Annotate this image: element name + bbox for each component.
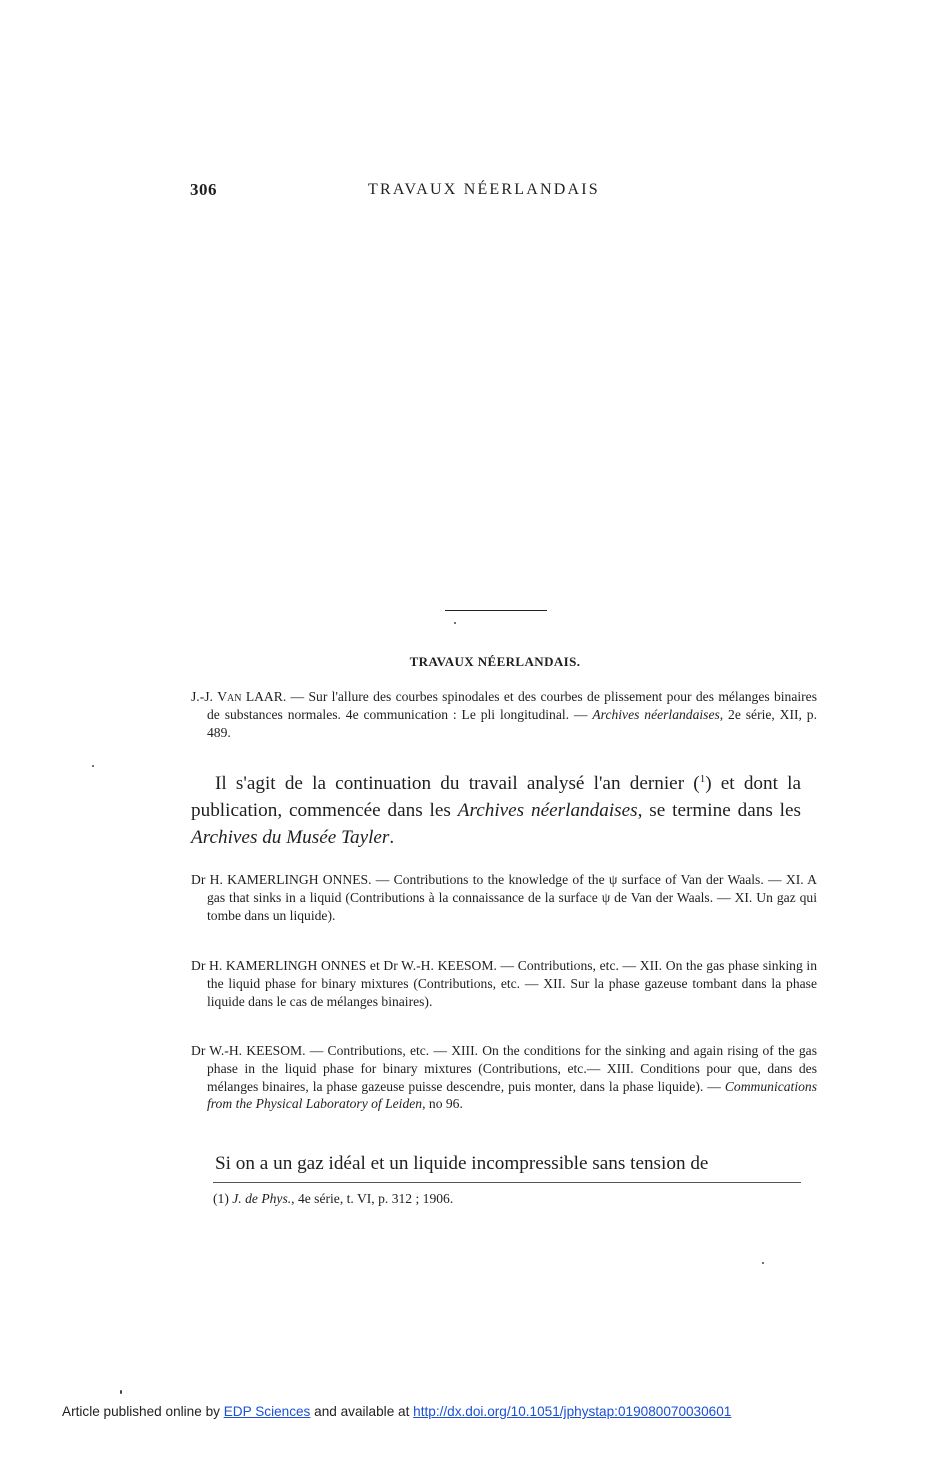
scan-speck [454,622,456,624]
entry-title: Dr W.-H. KEESOM. — Contributions, etc. — XIII. On the conditions for the sinking and again rising of the gas phase in the liquid phase for binary mixtures (Contributions, etc.— XIII. Conditions pour que, dans des mélanges binaires, la phase gazeuse puisse descendre, puis monter, dans la phase liquide). — [191,1043,817,1094]
scan-speck [92,765,94,767]
entry-reference: , no 96. [422,1096,463,1112]
running-title: TRAVAUX NÉERLANDAIS [368,181,600,198]
entry-author-particle: Van [217,689,242,704]
entry-reference: , 2e série, XII, p. 489. [207,706,817,740]
paragraph-text: . [389,827,395,848]
paragraph-text: , se termine dans les [637,800,801,821]
scan-speck [762,1262,764,1264]
paragraph-text: Il s'agit de la continuation du travail analysé l'an dernier ( [215,773,700,794]
entry-journal: Communications from the Physical Laboratory of Leiden [207,1078,817,1112]
footnote-marker: 1 [699,773,706,785]
footnote-mark: (1) [213,1191,229,1206]
bibliographic-entry-onnes-keesom: Dr H. KAMERLINGH ONNES et Dr W.-H. KEESOM. — Contributions, etc. — XII. On the gas phase sinking in the liquid phase for binary mixtures (Contributions, etc. — XII. Sur la phase gazeuse tombant dans la phase liquide dans le cas de mélanges binaires). [191,958,817,1009]
publisher-link[interactable]: EDP Sciences [223,1404,311,1419]
banner-prefix: Article published online by [62,1404,224,1419]
paragraph-journal: Archives du Musée Tayler [191,827,390,848]
bibliographic-entry-kamerlingh-onnes: Dr H. KAMERLINGH ONNES. — Contributions to the knowledge of the ψ surface of Van der Waals. — XI. A gas that sinks in a liquid (Contributions à la connaissance de la surface ψ de Van der Waals. — XI. Un gaz qui tombe dans un liquide). [191,872,817,923]
banner-middle: and available at [310,1404,414,1419]
publication-banner [62,1404,731,1419]
doi-link[interactable]: http://dx.doi.org/10.1051/jphystap:019080070030601 [413,1404,732,1419]
section-divider [445,610,547,611]
footnote-journal: J. de Phys. [232,1191,292,1206]
entry-journal: Archives néerlandaises [592,706,720,722]
entry-title: — Sur l'allure des courbes spinodales et des courbes de plissement pour des mélanges binaires de substances normales. 4e communication : Le pli longitudinal. — [207,689,818,722]
bibliographic-entry-keesom [191,1042,817,1113]
entry-author-initial: J.-J. [191,689,218,704]
body-paragraph [191,766,801,851]
running-header [0,180,930,204]
paragraph-journal: Archives néerlandaises [457,800,638,821]
footnote-divider [213,1182,801,1183]
bibliographic-entry-van-laar [191,688,817,741]
body-paragraph-continued: Si on a un gaz idéal et un liquide incompressible sans tension de [215,1153,709,1174]
section-heading: TRAVAUX NÉERLANDAIS. [409,654,581,669]
paragraph-text: ) et dont la publication, commencée dans les [191,773,801,821]
footnote [213,1190,801,1208]
page-number: 306 [190,180,217,199]
entry-author-name: LAAR. [241,689,287,704]
scan-speck [120,1390,122,1394]
footnote-reference: , 4e série, t. VI, p. 312 ; 1906. [291,1191,454,1206]
